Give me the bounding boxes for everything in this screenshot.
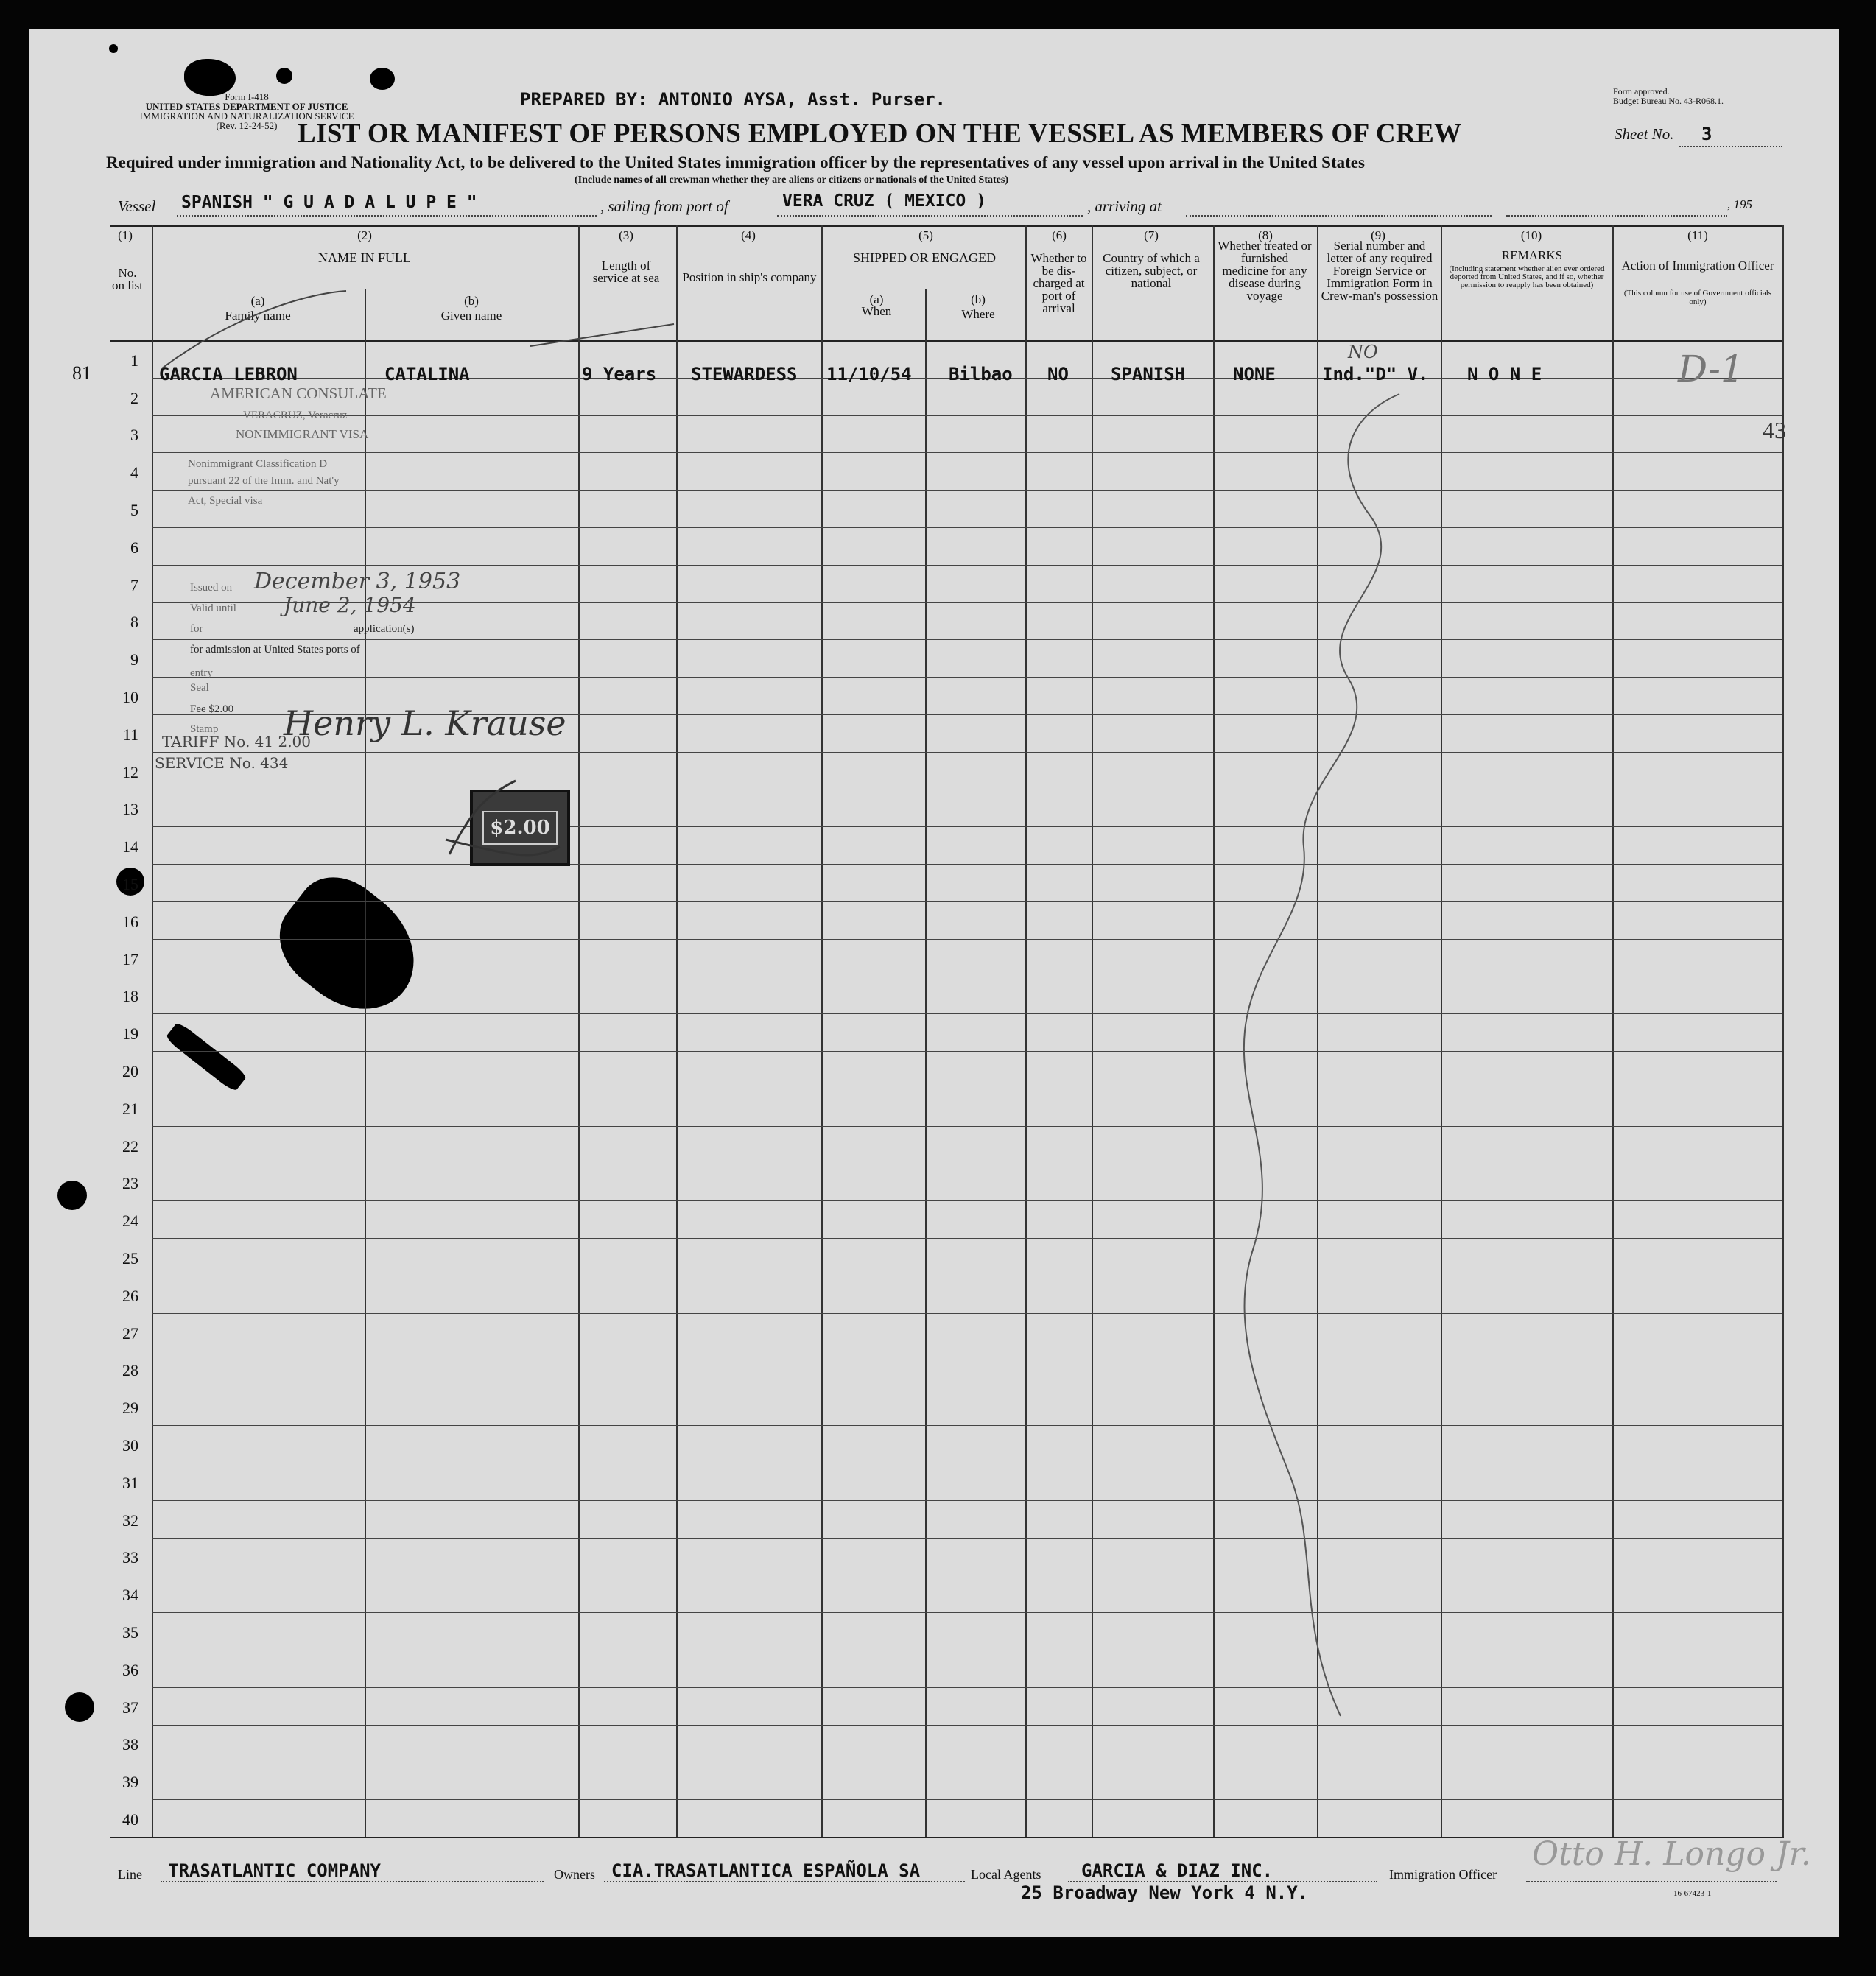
col-num-8: (8): [1258, 228, 1273, 242]
officer-signature: Otto H. Longo Jr.: [1532, 1835, 1811, 1873]
entry-country: SPANISH: [1111, 364, 1186, 384]
header-family-name: Family name: [225, 309, 291, 323]
form-code: 16-67423-1: [1673, 1889, 1712, 1898]
header-when-a: (a): [869, 292, 884, 306]
entry-shipped-when: 11/10/54: [826, 364, 912, 384]
row-number: 37: [122, 1698, 138, 1717]
slash-mark-1: [162, 291, 346, 368]
entry-remarks: N O N E: [1467, 364, 1542, 384]
row-number: 14: [122, 837, 138, 856]
form-id-line: IMMIGRATION AND NATURALIZATION SERVICE: [139, 110, 354, 122]
row-number: 9: [130, 650, 138, 669]
stamp-line: NONIMMIGRANT VISA: [236, 427, 369, 441]
row-number: 28: [122, 1361, 138, 1379]
header-remarks-note: (Including statement whether alien ever ordered deported from United States, and if so, whether permission to reapply has been obtained): [1449, 264, 1605, 289]
stamp-line: Valid until: [190, 602, 236, 614]
agents-name: GARCIA & DIAZ INC.: [1081, 1860, 1273, 1881]
row-number: 21: [122, 1100, 138, 1118]
pen-scribble-path: [1244, 394, 1399, 1716]
right-margin-number: 43: [1763, 417, 1786, 443]
col-num-10: (10): [1520, 228, 1542, 242]
row-number: 12: [122, 763, 138, 781]
owners-underline: [604, 1881, 965, 1882]
stamp-line: for admission at United States ports of: [190, 644, 360, 655]
form-id-line: UNITED STATES DEPARTMENT OF JUSTICE: [145, 101, 348, 112]
slash-mark-2: [530, 324, 674, 346]
row-number: 25: [122, 1249, 138, 1267]
row-number: 1: [130, 351, 138, 370]
stamp-line: application(s): [354, 623, 415, 635]
owners-name: CIA.TRASATLANTICA ESPAÑOLA SA: [611, 1860, 921, 1881]
stamp-signature: Henry L. Krause: [284, 703, 566, 743]
row-number: 6: [130, 538, 138, 557]
row-number: 18: [122, 987, 138, 1005]
header-shipped: SHIPPED OR ENGAGED: [852, 250, 996, 265]
entry-treated: NONE: [1233, 364, 1276, 384]
stamp-line: for: [190, 623, 203, 635]
stamp-issued-date: December 3, 1953: [254, 569, 461, 594]
entry-discharged: NO: [1047, 364, 1069, 384]
row-number: 17: [122, 950, 138, 968]
stamp-line: pursuant 22 of the Imm. and Nat'y: [188, 475, 340, 487]
col-num-2: (2): [357, 228, 372, 242]
row-number: 15: [122, 875, 138, 893]
entry-serial: Ind."D" V.: [1322, 364, 1429, 384]
row-number: 16: [122, 913, 138, 931]
row-number: 40: [122, 1810, 138, 1829]
col-num-1: (1): [118, 228, 133, 242]
row-number: 3: [130, 426, 138, 444]
form-approved-line: Budget Bureau No. 43-R068.1.: [1613, 96, 1724, 106]
row-number: 26: [122, 1287, 138, 1305]
stamp-line: VERACRUZ, Veracruz: [243, 409, 348, 421]
departure-port: VERA CRUZ ( MEXICO ): [782, 191, 986, 211]
page-title: LIST OR MANIFEST OF PERSONS EMPLOYED ON THE VESSEL AS MEMBERS OF CREW: [298, 119, 1462, 149]
header-name-in-full: NAME IN FULL: [318, 250, 411, 265]
form-id-line: (Rev. 12-24-52): [216, 120, 278, 131]
col-num-4: (4): [741, 228, 756, 242]
arriving-label: , arriving at: [1087, 197, 1162, 215]
stamp-line: Stamp: [190, 723, 219, 735]
fee-stamp-value: $2.00: [490, 817, 550, 839]
line-underline: [161, 1881, 544, 1882]
header-given-name: Given name: [440, 309, 502, 323]
col-num-3: (3): [619, 228, 633, 242]
row-number: 23: [122, 1174, 138, 1192]
row-number: 34: [122, 1586, 138, 1604]
page-subtitle: Required under immigration and Nationality Act, to be delivered to the United States immigration officer by the representatives of any vessel upon arrival in the United States: [106, 153, 1365, 172]
row-number: 7: [130, 576, 138, 594]
entry-action: D-1: [1678, 348, 1744, 390]
header-when: When: [861, 304, 892, 318]
header-where: Where: [961, 307, 995, 321]
stamp-line: Nonimmigrant Classification D: [188, 458, 328, 470]
row-number: 24: [122, 1212, 138, 1230]
stamp-line: entry: [190, 667, 213, 679]
owners-label: Owners: [554, 1867, 595, 1882]
row-number: 38: [122, 1735, 138, 1754]
row-number: 5: [130, 501, 138, 519]
entry-family-name: GARCIA LEBRON: [159, 364, 298, 384]
stamp-line: Act, Special visa: [188, 495, 263, 507]
col-num-11: (11): [1687, 228, 1708, 242]
agents-address: 25 Broadway New York 4 N.Y.: [1021, 1882, 1309, 1903]
stamp-cancel-mark: [446, 781, 560, 855]
header-position: Position in ship's company: [682, 270, 817, 284]
row-number: 27: [122, 1324, 138, 1343]
row-number: 29: [122, 1399, 138, 1417]
row-number: 4: [130, 463, 138, 482]
form-approved-line: Form approved.: [1613, 86, 1670, 96]
header-country: Country of which a citizen, subject, or national: [1103, 251, 1200, 290]
row-number: 2: [130, 389, 138, 407]
entry-serial-note: NO: [1348, 342, 1378, 362]
vessel-name: SPANISH " G U A D A L U P E ": [181, 193, 477, 212]
col-num-5: (5): [918, 228, 933, 242]
entry-shipped-where: Bilbao: [949, 364, 1013, 384]
header-b: (b): [464, 294, 479, 308]
row-number: 31: [122, 1474, 138, 1492]
officer-underline: [1526, 1881, 1777, 1882]
line-label: Line: [118, 1867, 142, 1882]
row-number: 8: [130, 613, 138, 631]
entry-position: STEWARDESS: [691, 364, 798, 384]
sheet-number: 3: [1701, 124, 1712, 144]
row-number: 35: [122, 1623, 138, 1642]
row-number: 10: [122, 688, 138, 706]
header-serial: Serial number and letter of any required Foreign Service or Immigration Form in Crew-man's possession: [1321, 239, 1438, 303]
crew-inclusion-note: (Include names of all crewman whether they are aliens or citizens or nationals of the United States): [575, 175, 1008, 186]
row-number: 13: [122, 800, 138, 818]
row-number: 11: [122, 725, 138, 744]
row-number: 19: [122, 1024, 138, 1043]
sailing-label: , sailing from port of: [600, 197, 728, 215]
header-action: Action of Immigration Officer: [1621, 259, 1774, 273]
header-a: (a): [250, 294, 265, 308]
col-num-7: (7): [1144, 228, 1159, 242]
officer-label: Immigration Officer: [1389, 1867, 1497, 1882]
prepared-by: PREPARED BY: ANTONIO AYSA, Asst. Purser.: [520, 89, 946, 110]
header-remarks: REMARKS: [1501, 248, 1563, 262]
left-margin-number: 81: [72, 362, 91, 384]
header-length-service: Length of service at sea: [592, 259, 660, 285]
row-number: 36: [122, 1661, 138, 1679]
stamp-line: Issued on: [190, 582, 233, 594]
stamp-service-number: SERVICE No. 434: [155, 754, 289, 772]
header-discharged: Whether to be dis-charged at port of arrival: [1030, 251, 1087, 315]
stamp-valid-date: June 2, 1954: [284, 593, 416, 617]
entry-given-name: CATALINA: [384, 364, 470, 384]
sheet-label: Sheet No.: [1615, 125, 1674, 143]
row-number: 32: [122, 1511, 138, 1530]
year-suffix: , 195: [1727, 197, 1752, 211]
stamp-line: AMERICAN CONSULATE: [210, 384, 387, 402]
row-number: 33: [122, 1548, 138, 1567]
header-treated: Whether treated or furnished medicine for any disease during voyage: [1218, 239, 1312, 303]
header-no-on-list: No. on list: [111, 266, 144, 292]
row-number: 30: [122, 1436, 138, 1455]
col-num-9: (9): [1371, 228, 1385, 242]
vessel-label: Vessel: [118, 197, 156, 215]
agents-label: Local Agents: [971, 1867, 1041, 1882]
line-company: TRASATLANTIC COMPANY: [168, 1860, 381, 1881]
entry-length-service: 9 Years: [582, 364, 657, 384]
stamp-line: Seal: [190, 682, 209, 694]
col-num-6: (6): [1052, 228, 1067, 242]
stamp-tariff: TARIFF No. 41 2.00: [162, 733, 312, 750]
row-number: 22: [122, 1137, 138, 1156]
row-number: 39: [122, 1773, 138, 1791]
row-number: 20: [122, 1062, 138, 1080]
stamp-line: Fee $2.00: [190, 703, 234, 715]
form-id-line: Form I-418: [225, 91, 269, 102]
header-action-note: (This column for use of Government officials only): [1623, 289, 1772, 306]
header-where-b: (b): [971, 292, 986, 306]
